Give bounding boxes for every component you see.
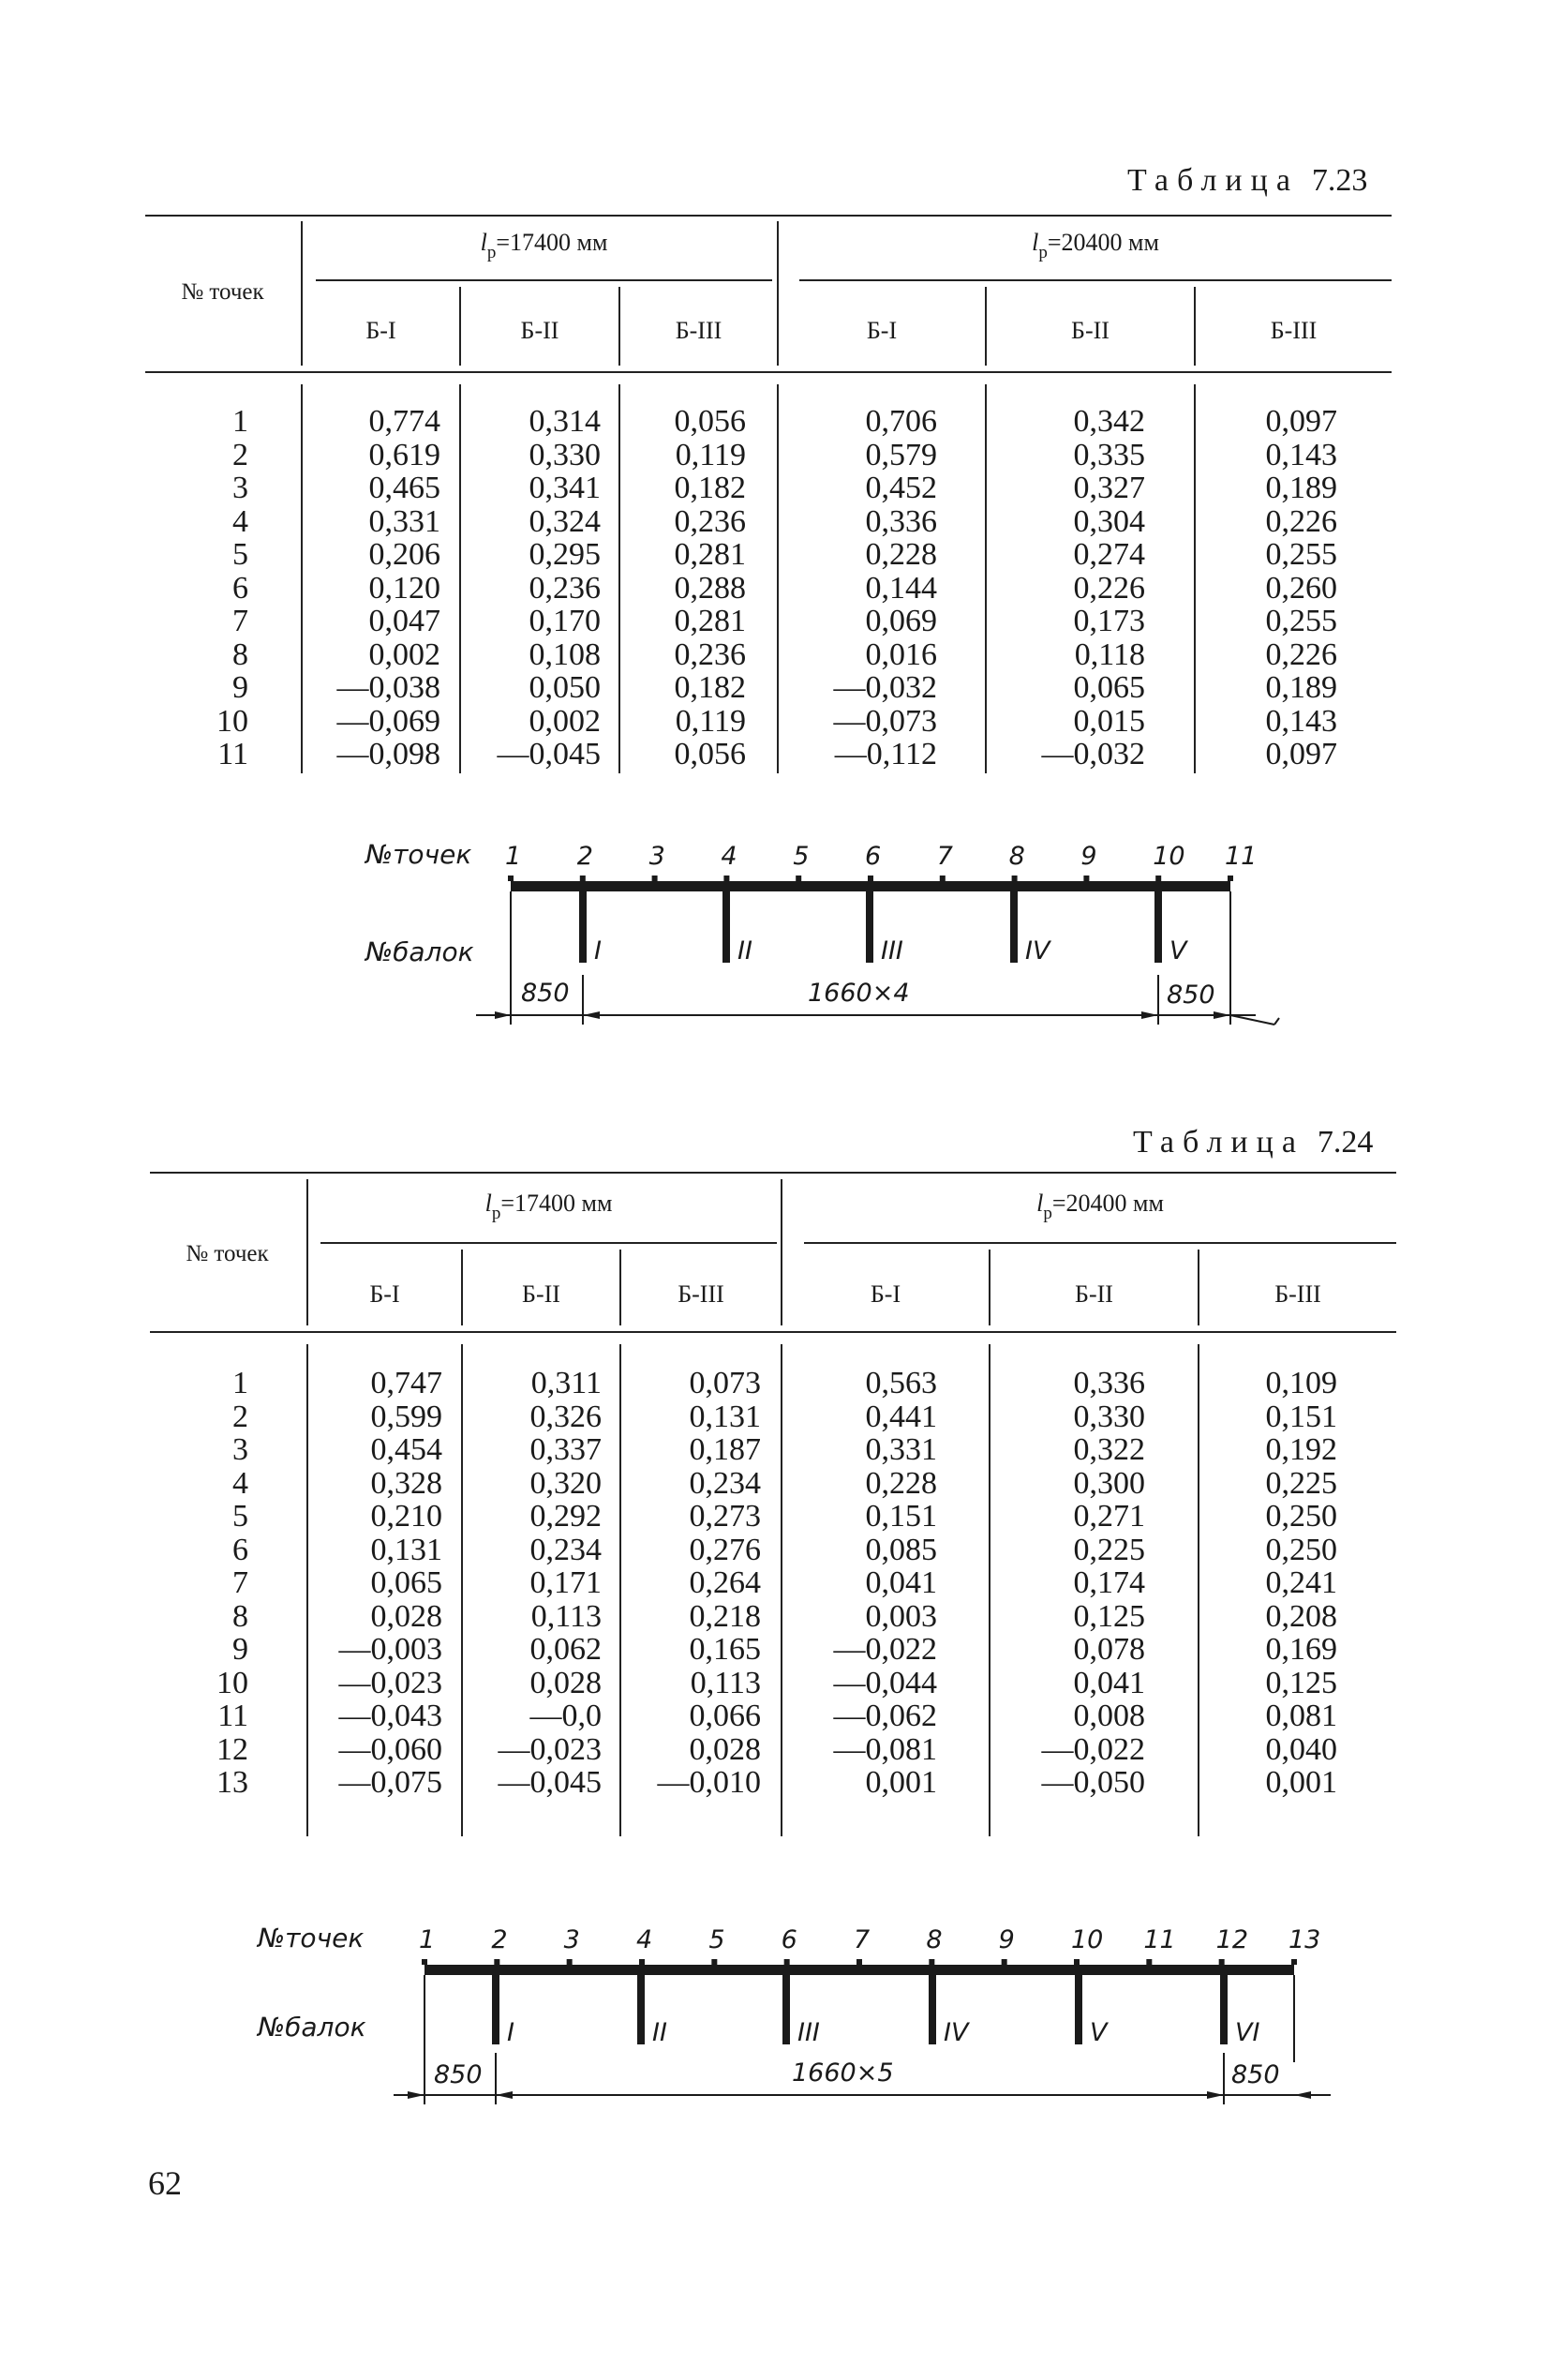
- beam-label: IV: [1025, 936, 1050, 965]
- table-cell: 0,151: [1265, 1399, 1337, 1434]
- table-cell: 7: [232, 1565, 248, 1600]
- row-header: № точек: [181, 279, 264, 305]
- table-cell: 3: [232, 471, 248, 505]
- beam: [492, 1974, 499, 2044]
- point-tick: [856, 1959, 862, 1965]
- table-cell: 8: [232, 636, 248, 672]
- beam-label: II: [737, 936, 752, 965]
- table-cell: 0,241: [1265, 1565, 1337, 1600]
- table-cell: 0,234: [529, 1532, 602, 1567]
- table-cell: 4: [232, 503, 248, 539]
- table-cell: 0,337: [529, 1432, 602, 1467]
- table-cell: 0,324: [529, 503, 601, 539]
- table-cell: 0,173: [1073, 604, 1145, 638]
- beam-label: I: [507, 2018, 514, 2047]
- point-label: 5: [793, 842, 810, 871]
- table-cell: 0,113: [690, 1665, 761, 1700]
- point-label: 7: [936, 842, 953, 871]
- group-header: $l_р=20400$ мм: [1032, 229, 1159, 262]
- table-cell: 0,143: [1265, 437, 1337, 472]
- table-cell: 0,234: [689, 1465, 761, 1501]
- column-header: Б-I: [365, 317, 396, 344]
- table-cell: —0,081: [833, 1731, 937, 1767]
- table-cell: 0,171: [529, 1565, 602, 1600]
- table-cell: 0,056: [674, 404, 746, 439]
- point-tick: [422, 1959, 427, 1965]
- point-label: 13: [1288, 1925, 1321, 1954]
- table-cell: 0,120: [368, 570, 440, 606]
- column-header: Б-II: [522, 1280, 560, 1308]
- table-cell: 7: [232, 604, 248, 638]
- table-cell: 0,002: [368, 636, 440, 672]
- dimension-arrow: [1207, 2091, 1224, 2099]
- point-tick: [1291, 1959, 1297, 1965]
- table-cell: 0,579: [865, 437, 937, 472]
- dimension-arrow: [496, 2091, 513, 2099]
- beam-label: II: [652, 2018, 667, 2047]
- point-tick: [711, 1959, 717, 1965]
- column-header: Б-I: [866, 317, 898, 344]
- table-cell: 0,097: [1265, 404, 1337, 439]
- point-label: 2: [491, 1925, 508, 1954]
- table-cell: 0,706: [865, 404, 937, 439]
- table-cell: 0,028: [529, 1665, 602, 1700]
- table-cell: 0,311: [530, 1366, 602, 1400]
- beams-label: №балок: [365, 936, 474, 967]
- group-header: $l_р=20400$ мм: [1036, 1190, 1164, 1223]
- table-cell: 0,041: [1073, 1665, 1145, 1700]
- point-label: 3: [563, 1925, 580, 1954]
- table-cell: 0,225: [1265, 1465, 1337, 1501]
- caption-word: Таблица: [1133, 1125, 1304, 1160]
- table-cell: 0,047: [368, 604, 440, 638]
- table-cell: —0,050: [1041, 1765, 1145, 1800]
- caption-number: 7.23: [1311, 163, 1368, 198]
- table-cell: 0,236: [674, 636, 746, 672]
- table-cell: 13: [216, 1765, 248, 1800]
- dimension-label: 1660×5: [792, 2058, 894, 2088]
- table-cell: 0,260: [1265, 570, 1337, 606]
- dimension-label: 850: [1167, 980, 1215, 1010]
- table-cell: —0,003: [338, 1632, 442, 1667]
- table-cell: 0,050: [529, 670, 601, 705]
- column-header: Б-III: [1270, 317, 1318, 344]
- point-label: 9: [998, 1925, 1015, 1954]
- table-cell: 5: [232, 1499, 248, 1534]
- table-cell: 0,228: [865, 537, 937, 572]
- table-cell: 0,341: [529, 471, 601, 505]
- table-cell: 0,226: [1265, 503, 1337, 539]
- beam-label: I: [594, 936, 602, 965]
- dimension-label: 850: [434, 2060, 483, 2089]
- table-cell: 5: [232, 537, 248, 572]
- table-cell: —0,045: [497, 737, 601, 771]
- table-cell: —0,043: [338, 1699, 442, 1733]
- table-cell: 0,192: [1265, 1432, 1337, 1467]
- table-cell: 0,281: [674, 537, 746, 572]
- column-header: Б-III: [675, 317, 722, 344]
- beam: [1075, 1974, 1082, 2044]
- point-label: 9: [1080, 842, 1097, 871]
- table-cell: 6: [232, 570, 248, 606]
- table-cell: 0,304: [1073, 503, 1145, 539]
- table-cell: 0,288: [674, 570, 746, 606]
- table-cell: 0,119: [675, 703, 746, 739]
- point-tick: [1002, 1959, 1007, 1965]
- table-cell: 12: [216, 1731, 248, 1767]
- table-cell: 0,143: [1265, 703, 1337, 739]
- table-cell: 0,081: [1265, 1699, 1337, 1733]
- table-cell: 0,465: [368, 471, 440, 505]
- point-label: 7: [854, 1925, 871, 1954]
- table-cell: 0,001: [1265, 1765, 1337, 1800]
- point-label: 6: [781, 1925, 797, 1954]
- table-cell: —0,045: [498, 1765, 602, 1800]
- table-cell: 0,599: [370, 1399, 442, 1434]
- table-cell: 0,078: [1073, 1632, 1145, 1667]
- table-cell: 0,281: [674, 604, 746, 638]
- point-label: 8: [1008, 842, 1025, 871]
- table-cell: 1: [232, 1366, 248, 1400]
- table-cell: 0,003: [865, 1598, 937, 1634]
- table-cell: 0,331: [368, 503, 440, 539]
- table-cell: 0,169: [1265, 1632, 1337, 1667]
- column-header: Б-I: [369, 1280, 400, 1308]
- table-cell: 2: [232, 1399, 248, 1434]
- table-cell: —0,0: [529, 1699, 602, 1733]
- column-header: Б-III: [678, 1280, 724, 1308]
- table-cell: —0,060: [338, 1731, 442, 1767]
- table-cell: 0,327: [1073, 471, 1145, 505]
- table-cell: 0,125: [1073, 1598, 1145, 1634]
- table-cell: 0,118: [1074, 636, 1145, 672]
- table-cell: 0,170: [529, 604, 601, 638]
- caption-word: Таблица: [1127, 163, 1299, 198]
- table-cell: 4: [232, 1465, 248, 1501]
- table-cell: 0,328: [370, 1465, 442, 1501]
- deck-slab: [424, 1965, 1294, 1975]
- table-cell: 0,097: [1265, 737, 1337, 771]
- point-tick: [1219, 1959, 1225, 1965]
- table-cell: 0,189: [1265, 471, 1337, 505]
- point-label: 4: [721, 842, 737, 871]
- table-cell: —0,032: [833, 670, 937, 705]
- beam: [1220, 1974, 1228, 2044]
- point-label: 4: [636, 1925, 653, 1954]
- points-label: №точек: [365, 839, 472, 870]
- table-cell: 0,165: [689, 1632, 761, 1667]
- table-cell: —0,023: [338, 1665, 442, 1700]
- table-cell: —0,069: [336, 703, 440, 739]
- table-cell: —0,075: [338, 1765, 442, 1800]
- table-cell: 0,062: [529, 1632, 602, 1667]
- table-cell: 10: [216, 1665, 248, 1700]
- table-cell: 0,454: [370, 1432, 442, 1467]
- table-cell: 0,210: [370, 1499, 442, 1534]
- table-cell: —0,038: [336, 670, 440, 705]
- table-cell: —0,062: [833, 1699, 937, 1733]
- table-cell: 0,144: [865, 570, 937, 606]
- table-cell: —0,010: [657, 1765, 761, 1800]
- table-cell: —0,023: [498, 1731, 602, 1767]
- caption-number: 7.24: [1317, 1125, 1374, 1160]
- table-cell: 0,174: [1073, 1565, 1145, 1600]
- table-cell: 0,065: [1073, 670, 1145, 705]
- table-cell: 0,236: [674, 503, 746, 539]
- table-cell: 0,452: [865, 471, 937, 505]
- table-cell: 0,563: [865, 1366, 937, 1400]
- table-cell: 0,206: [368, 537, 440, 572]
- table-cell: 9: [232, 1632, 248, 1667]
- table-cell: 0,314: [529, 404, 601, 439]
- table-cell: 0,226: [1265, 636, 1337, 672]
- beam-label: V: [1169, 936, 1187, 965]
- column-header: Б-I: [870, 1280, 901, 1308]
- point-label: 1: [419, 1925, 436, 1954]
- point-label: 10: [1153, 842, 1185, 871]
- table-cell: 11: [217, 1699, 248, 1733]
- table-cell: 0,073: [689, 1366, 761, 1400]
- table-cell: 0,264: [689, 1565, 761, 1600]
- table-cell: 0,041: [865, 1565, 937, 1600]
- column-header: Б-II: [1075, 1280, 1113, 1308]
- table-cell: 0,331: [865, 1432, 937, 1467]
- table-cell: 11: [217, 737, 248, 771]
- table-cell: 0,065: [370, 1565, 442, 1600]
- table-cell: 0,108: [529, 636, 601, 672]
- point-label: 2: [576, 842, 593, 871]
- table-cell: —0,032: [1041, 737, 1145, 771]
- table-cell: —0,044: [833, 1665, 937, 1700]
- table-cell: 1: [232, 404, 248, 439]
- table-cell: 8: [232, 1598, 248, 1634]
- page-number: 62: [148, 2164, 182, 2202]
- table-cell: —0,022: [1041, 1731, 1145, 1767]
- table-cell: 0,109: [1265, 1366, 1337, 1400]
- group-header: $l_р=17400$ мм: [484, 1190, 613, 1223]
- table-cell: 0,187: [689, 1432, 761, 1467]
- table-cell: 0,330: [1073, 1399, 1145, 1434]
- beam-label: V: [1090, 2018, 1108, 2047]
- beam-label: IV: [944, 2018, 969, 2047]
- table-cell: 0,335: [1073, 437, 1145, 472]
- point-tick: [494, 1959, 499, 1965]
- table-cell: 0,619: [368, 437, 440, 472]
- table-cell: 0,330: [529, 437, 601, 472]
- table-cell: 0,069: [865, 604, 937, 638]
- column-header: Б-II: [520, 317, 559, 344]
- table-cell: 2: [232, 437, 248, 472]
- table-cell: 0,085: [865, 1532, 937, 1567]
- table-cell: 0,066: [689, 1699, 761, 1733]
- point-label: 3: [648, 842, 665, 871]
- table-cell: 0,295: [529, 537, 601, 572]
- column-header: Б-III: [1274, 1280, 1321, 1308]
- table-cell: 0,218: [689, 1598, 761, 1634]
- dimension-label: 850: [521, 979, 570, 1008]
- beam: [782, 1974, 790, 2044]
- point-tick: [1074, 1959, 1080, 1965]
- table-cell: —0,022: [833, 1632, 937, 1667]
- beams-label: №балок: [258, 2012, 366, 2043]
- table-cell: 0,320: [529, 1465, 602, 1501]
- beam-label: III: [797, 2018, 820, 2047]
- dimension-label: 1660×4: [808, 979, 910, 1008]
- table-cell: 0,336: [865, 503, 937, 539]
- table-cell: 0,276: [689, 1532, 761, 1567]
- table-cell: 0,001: [865, 1765, 937, 1800]
- points-label: №точек: [258, 1923, 365, 1953]
- beam: [929, 1974, 936, 2044]
- point-label: 10: [1071, 1925, 1104, 1954]
- table-cell: 0,250: [1265, 1499, 1337, 1534]
- table-cell: 0,189: [1265, 670, 1337, 705]
- table-cell: 0,028: [689, 1731, 761, 1767]
- point-tick: [639, 1959, 645, 1965]
- dimension-label: 850: [1231, 2060, 1280, 2089]
- dimension-arrow: [408, 2091, 424, 2099]
- table-cell: 0,182: [674, 471, 746, 505]
- table-cell: 0,125: [1265, 1665, 1337, 1700]
- table-cell: 0,774: [368, 404, 440, 439]
- table-cell: 0,028: [370, 1598, 442, 1634]
- table-cell: 0,002: [529, 703, 601, 739]
- point-tick: [1146, 1959, 1152, 1965]
- table-cell: 0,274: [1073, 537, 1145, 572]
- table-cell: 0,131: [370, 1532, 442, 1567]
- point-label: 11: [1143, 1925, 1176, 1954]
- table-cell: 0,326: [529, 1399, 602, 1434]
- table-cell: 9: [232, 670, 248, 705]
- table-cell: 0,273: [689, 1499, 761, 1534]
- row-header: № точек: [186, 1241, 269, 1266]
- table-cell: 0,040: [1265, 1731, 1337, 1767]
- column-header: Б-II: [1071, 317, 1110, 344]
- point-tick: [567, 1959, 573, 1965]
- table-cell: 0,008: [1073, 1699, 1145, 1733]
- table-cell: 0,292: [529, 1499, 602, 1534]
- table-cell: 0,441: [865, 1399, 937, 1434]
- table-cell: 0,250: [1265, 1532, 1337, 1567]
- table-cell: —0,098: [336, 737, 440, 771]
- point-tick: [784, 1959, 790, 1965]
- table-cell: —0,073: [833, 703, 937, 739]
- table-cell: 10: [216, 703, 248, 739]
- point-label: 1: [505, 842, 522, 871]
- table-cell: 0,225: [1073, 1532, 1145, 1567]
- table-cell: 0,300: [1073, 1465, 1145, 1501]
- point-tick: [929, 1959, 934, 1965]
- table-cell: 0,255: [1265, 604, 1337, 638]
- table-cell: 0,336: [1073, 1366, 1145, 1400]
- table-cell: 0,228: [865, 1465, 937, 1501]
- table-cell: 0,113: [530, 1598, 602, 1634]
- table-cell: —0,112: [834, 737, 937, 771]
- table-cell: 3: [232, 1432, 248, 1467]
- dimension-arrow: [1294, 2091, 1311, 2099]
- table-cell: 6: [232, 1532, 248, 1567]
- table-cell: 0,322: [1073, 1432, 1145, 1467]
- table-cell: 0,131: [689, 1399, 761, 1434]
- beam: [637, 1974, 645, 2044]
- table-cell: 0,151: [865, 1499, 937, 1534]
- group-header: $l_р=17400$ мм: [480, 229, 608, 262]
- table-cell: 0,236: [529, 570, 601, 606]
- point-label: 5: [708, 1925, 725, 1954]
- table-cell: 0,226: [1073, 570, 1145, 606]
- table-cell: 0,056: [674, 737, 746, 771]
- point-label: 8: [926, 1925, 943, 1954]
- beam-label: III: [881, 936, 903, 965]
- beam-label: VI: [1235, 2018, 1260, 2047]
- point-label: 6: [865, 842, 882, 871]
- table-cell: 0,119: [675, 437, 746, 472]
- table-cell: 0,208: [1265, 1598, 1337, 1634]
- table-cell: 0,342: [1073, 404, 1145, 439]
- table-cell: 0,747: [370, 1366, 442, 1400]
- table-cell: 0,015: [1073, 703, 1145, 739]
- point-label: 11: [1225, 842, 1258, 871]
- point-label: 12: [1215, 1925, 1249, 1954]
- table-cell: 0,182: [674, 670, 746, 705]
- table-cell: 0,016: [865, 636, 937, 672]
- table-cell: 0,271: [1073, 1499, 1145, 1534]
- table-cell: 0,255: [1265, 537, 1337, 572]
